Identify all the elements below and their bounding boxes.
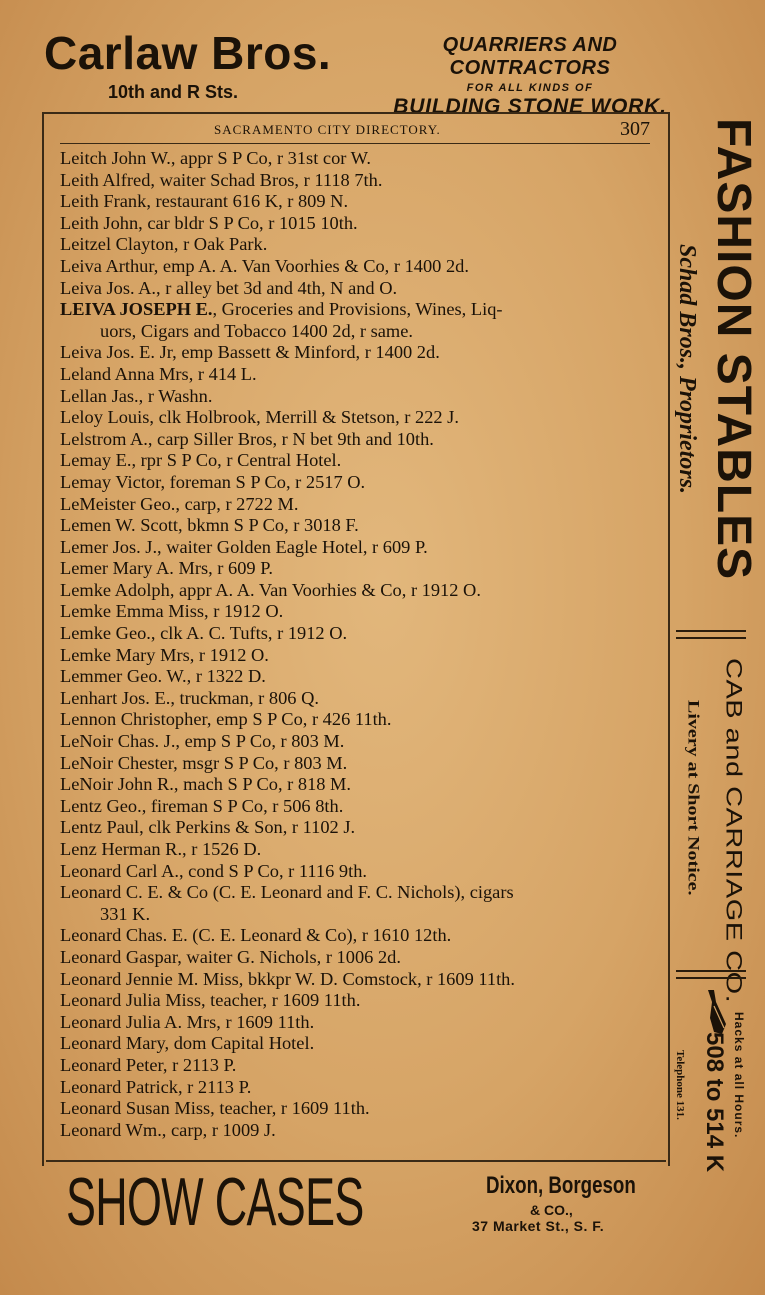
entry-text: uors, Cigars and Tobacco 1400 2d, r same. [100, 320, 413, 341]
entry-text: Leonard Julia A. Mrs, r 1609 11th. [60, 1011, 315, 1032]
entry-text: Lemke Emma Miss, r 1912 O. [60, 601, 284, 622]
entry-text: Leiva Jos. E. Jr, emp Bassett & Minford, r 1400 2d. [60, 342, 440, 363]
entry-text: Lellan Jas., r Washn. [60, 385, 213, 406]
quarriers-line-1: QUARRIERS AND CONTRACTORS [442, 34, 618, 79]
bottom-rule [46, 1160, 666, 1162]
entry-text: Leonard Jennie M. Miss, bkkpr W. D. Comstock, r 1609 11th. [60, 968, 515, 989]
entry-text: LeNoir Chester, msgr S P Co, r 803 M. [60, 752, 348, 773]
directory-entry [60, 148, 654, 170]
entry-text: Lemen W. Scott, bkmn S P Co, r 3018 F. [60, 515, 359, 536]
directory-entry [60, 774, 654, 796]
directory-entry [60, 256, 654, 278]
directory-entry [60, 947, 654, 969]
directory-entries [60, 148, 654, 1141]
directory-entry [60, 234, 654, 256]
directory-entry [60, 1033, 654, 1055]
directory-entry [60, 645, 654, 667]
entry-text: Leiva Jos. A., r alley bet 3d and 4th, N and O. [60, 277, 398, 298]
quarriers-line-2: FOR ALL KINDS OF [466, 82, 594, 94]
entry-text: 331 K. [100, 903, 151, 924]
dixon-address: 37 Market St., S. F. [472, 1218, 605, 1234]
directory-entry [60, 623, 654, 645]
entry-text: Leith John, car bldr S P Co, r 1015 10th. [60, 212, 358, 233]
entry-text: Lennon Christopher, emp S P Co, r 426 11th. [60, 709, 392, 730]
directory-entry [60, 1012, 654, 1034]
entry-text: Lemke Geo., clk A. C. Tufts, r 1912 O. [60, 623, 348, 644]
stables-address: 508 to 514 K [701, 1032, 728, 1173]
quarriers-ad [360, 34, 700, 119]
entry-text: , Groceries and Provisions, Wines, Liq- [212, 299, 503, 320]
directory-entry [60, 861, 654, 883]
directory-entry [60, 839, 654, 861]
entry-text: Leonard Julia Miss, teacher, r 1609 11th. [60, 990, 361, 1011]
entry-text: Leitzel Clayton, r Oak Park. [60, 234, 268, 255]
entry-text: Lenz Herman R., r 1526 D. [60, 839, 262, 859]
directory-entry [60, 882, 654, 904]
entry-text: Leonard Peter, r 2113 P. [60, 1054, 237, 1075]
page-header [60, 118, 650, 142]
entry-text: Lelstrom A., carp Siller Bros, r N bet 9th and 10th. [60, 428, 434, 449]
carlaw-company-name: Carlaw Bros. [44, 27, 332, 79]
directory-entry [60, 558, 654, 580]
side-divider [676, 630, 746, 639]
entry-text: Leonard Susan Miss, teacher, r 1609 11th. [60, 1098, 370, 1119]
entry-text: Leith Alfred, waiter Schad Bros, r 1118 7th. [60, 169, 383, 190]
carlaw-address: 10th and R Sts. [108, 82, 239, 102]
hacks-notice: Hacks at all Hours. [732, 1012, 746, 1139]
entry-text: Lemmer Geo. W., r 1322 D. [60, 666, 266, 687]
directory-entry [60, 407, 654, 429]
telephone-number: Telephone 131. [674, 1050, 686, 1120]
directory-entry [60, 342, 654, 364]
directory-entry [60, 1055, 654, 1077]
directory-entry [60, 278, 654, 300]
entry-text: Lemer Mary A. Mrs, r 609 P. [60, 558, 273, 579]
entry-text: Lemke Mary Mrs, r 1912 O. [60, 644, 269, 665]
entry-text: Lentz Paul, clk Perkins & Son, r 1102 J. [60, 817, 356, 838]
entry-text: Lentz Geo., fireman S P Co, r 506 8th. [60, 795, 344, 816]
directory-entry [60, 796, 654, 818]
entry-text: Leonard Gaspar, waiter G. Nichols, r 1006 2d. [60, 946, 401, 967]
directory-entry [60, 191, 654, 213]
directory-entry [60, 537, 654, 559]
directory-entry [60, 472, 654, 494]
fashion-stables-title: FASHION STABLES [707, 118, 760, 581]
quarriers-line-3: BUILDING STONE WORK. [393, 95, 667, 118]
show-cases-ad [66, 1164, 666, 1244]
entry-text: Leiva Arthur, emp A. A. Van Voorhies & Co, r 1400 2d. [60, 255, 469, 276]
entry-text: Lemke Adolph, appr A. A. Van Voorhies & Co, r 1912 O. [60, 579, 481, 600]
entry-text: Lemay Victor, foreman S P Co, r 2517 O. [60, 471, 366, 492]
entry-text: Leonard Patrick, r 2113 P. [60, 1076, 252, 1097]
directory-entry-continuation [60, 904, 654, 926]
directory-entry [60, 1077, 654, 1099]
entry-text: Leonard Wm., carp, r 1009 J. [60, 1119, 276, 1140]
directory-entry [60, 688, 654, 710]
entry-text: Lenhart Jos. E., truckman, r 806 Q. [60, 687, 319, 708]
directory-entry [60, 709, 654, 731]
entry-text: Leith Frank, restaurant 616 K, r 809 N. [60, 191, 349, 212]
dixon-company-suffix: & CO., [530, 1202, 573, 1218]
livery-notice: Livery at Short Notice. [684, 700, 702, 896]
directory-entry [60, 494, 654, 516]
directory-entry [60, 990, 654, 1012]
entry-bold-name: LEIVA JOSEPH E. [60, 299, 213, 320]
cab-carriage-title: CAB and CARRIAGE CO. [721, 658, 746, 1004]
directory-entry [60, 580, 654, 602]
directory-entry [60, 969, 654, 991]
entry-text: Leonard Carl A., cond S P Co, r 1116 9th. [60, 860, 367, 881]
running-head: SACRAMENTO CITY DIRECTORY. [214, 122, 441, 137]
schad-bros-proprietors: Schad Bros., Proprietors. [674, 244, 700, 495]
directory-entry [60, 429, 654, 451]
directory-entry [60, 817, 654, 839]
page-number: 307 [620, 118, 650, 140]
directory-entry [60, 731, 654, 753]
entry-text: LeNoir John R., mach S P Co, r 818 M. [60, 774, 352, 795]
header-rule [60, 143, 650, 144]
entry-text: LeNoir Chas. J., emp S P Co, r 803 M. [60, 731, 345, 752]
directory-entry [60, 170, 654, 192]
pointing-hand-icon [704, 988, 732, 1036]
directory-entry [60, 753, 654, 775]
entry-text: LeMeister Geo., carp, r 2722 M. [60, 493, 299, 514]
entry-text: Lemer Jos. J., waiter Golden Eagle Hotel, r 609 P. [60, 536, 428, 557]
entry-text: Leonard Chas. E. (C. E. Leonard & Co), r 1610 12th. [60, 925, 452, 946]
side-divider [676, 970, 746, 979]
directory-entry [60, 450, 654, 472]
directory-entry [60, 925, 654, 947]
directory-entry [60, 213, 654, 235]
directory-entry [60, 601, 654, 623]
directory-entry [60, 515, 654, 537]
fashion-stables-ad [672, 112, 762, 1252]
show-cases-headline: SHOW CASES [66, 1164, 364, 1240]
entry-text: Lemay E., rpr S P Co, r Central Hotel. [60, 450, 342, 471]
entry-text: Leonard C. E. & Co (C. E. Leonard and F. C. Nichols), cigars [60, 882, 514, 903]
entry-text: Leonard Mary, dom Capital Hotel. [60, 1033, 315, 1054]
directory-entry [60, 299, 654, 321]
entry-text: Leloy Louis, clk Holbrook, Merrill & Stetson, r 222 J. [60, 407, 459, 428]
carlaw-ad [44, 28, 344, 103]
directory-entry [60, 364, 654, 386]
directory-entry [60, 386, 654, 408]
entry-text: Leitch John W., appr S P Co, r 31st cor W. [60, 148, 371, 168]
directory-entry [60, 1120, 654, 1142]
entry-text: Leland Anna Mrs, r 414 L. [60, 363, 257, 384]
directory-entry-continuation [60, 321, 654, 343]
directory-entry [60, 666, 654, 688]
directory-entry [60, 1098, 654, 1120]
dixon-company-name: Dixon, Borgeson [486, 1172, 636, 1199]
